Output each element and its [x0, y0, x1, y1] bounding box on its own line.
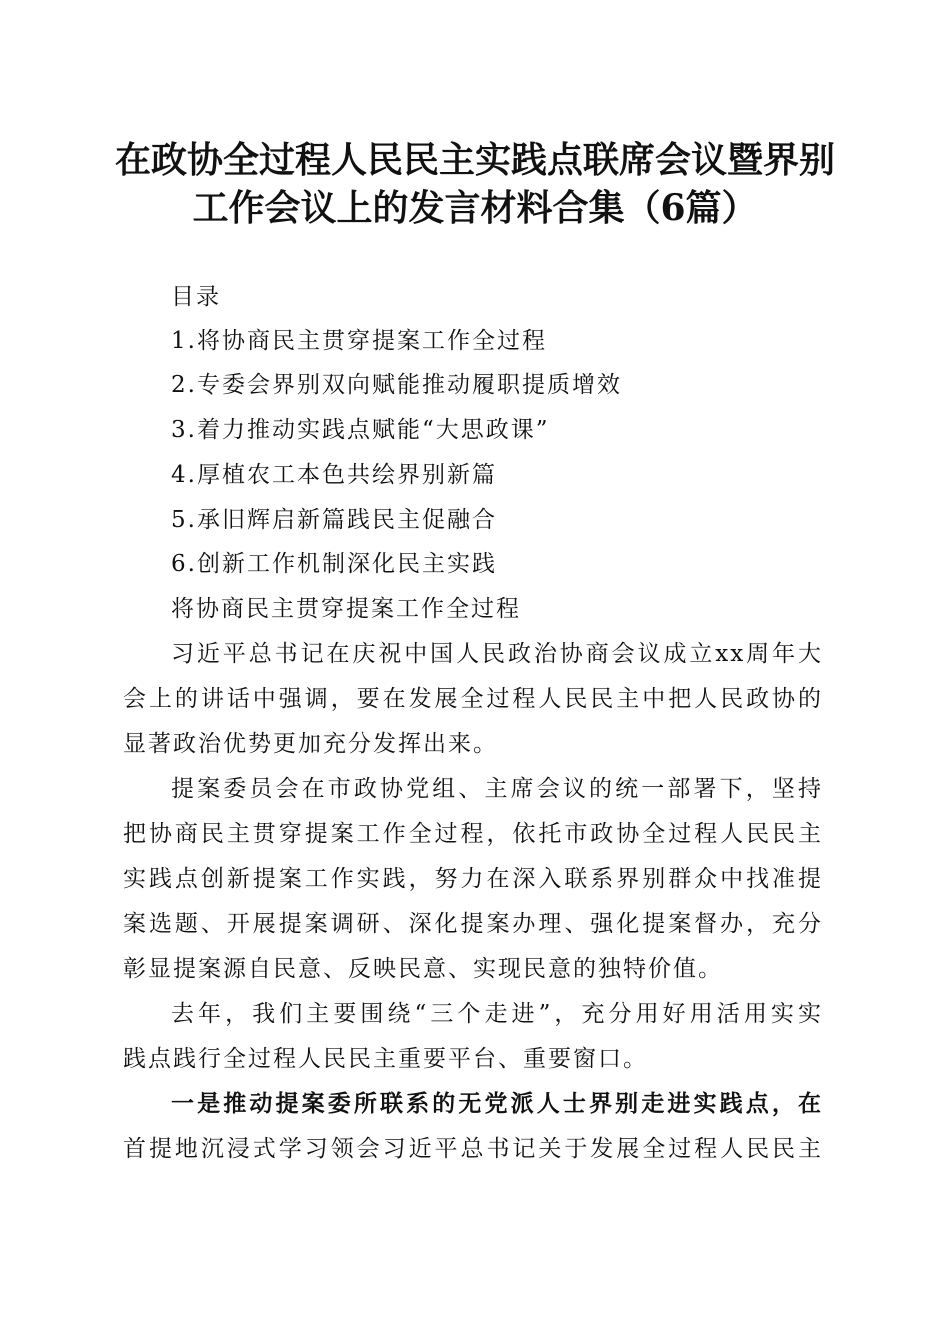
section-heading: 将协商民主贯穿提案工作全过程	[171, 596, 521, 622]
document-title-line-1: 在政协全过程人民民主实践点联席会议暨界别	[114, 139, 835, 181]
paragraph-2-line-3: 实践点创新提案工作实践，努力在深入联系界别群众中找准提	[123, 866, 823, 892]
document-title-line-2: 工作会议上的发言材料合集（6篇）	[192, 187, 758, 229]
paragraph-3-line-2: 践点践行全过程人民民主重要平台、重要窗口。	[123, 1046, 648, 1072]
toc-heading: 目录	[171, 284, 221, 310]
toc-item-5: 5.承旧辉启新篇践民主促融合	[171, 507, 497, 533]
paragraph-2-line-5: 彰显提案源自民意、反映民意、实现民意的独特价值。	[123, 956, 723, 982]
paragraph-1-line-1: 习近平总书记在庆祝中国人民政治协商会议成立xx周年大	[171, 641, 823, 667]
paragraph-4-line-1: 一是推动提案委所联系的无党派人士界别走进实践点，在	[171, 1090, 823, 1117]
paragraph-1-line-2: 会上的讲话中强调，要在发展全过程人民民主中把人民政协的	[123, 686, 823, 712]
paragraph-2-line-4: 案选题、开展提案调研、深化提案办理、强化提案督办，充分	[123, 911, 823, 937]
paragraph-2-line-1: 提案委员会在市政协党组、主席会议的统一部署下，坚持	[171, 776, 823, 802]
toc-item-6: 6.创新工作机制深化民主实践	[171, 551, 497, 577]
toc-item-1: 1.将协商民主贯穿提案工作全过程	[171, 328, 547, 354]
toc-item-2: 2.专委会界别双向赋能推动履职提质增效	[171, 372, 622, 398]
paragraph-1-line-3: 显著政治优势更加充分发挥出来。	[123, 731, 498, 757]
toc-item-3: 3.着力推动实践点赋能“大思政课”	[171, 417, 550, 443]
toc-item-4: 4.厚植农工本色共绘界别新篇	[171, 462, 497, 488]
paragraph-3-line-1: 去年，我们主要围绕“三个走进”，充分用好用活用实实	[171, 1001, 823, 1027]
paragraph-2-line-2: 把协商民主贯穿提案工作全过程，依托市政协全过程人民民主	[123, 821, 823, 847]
paragraph-4-line-2: 首提地沉浸式学习领会习近平总书记关于发展全过程人民民主	[123, 1136, 823, 1162]
